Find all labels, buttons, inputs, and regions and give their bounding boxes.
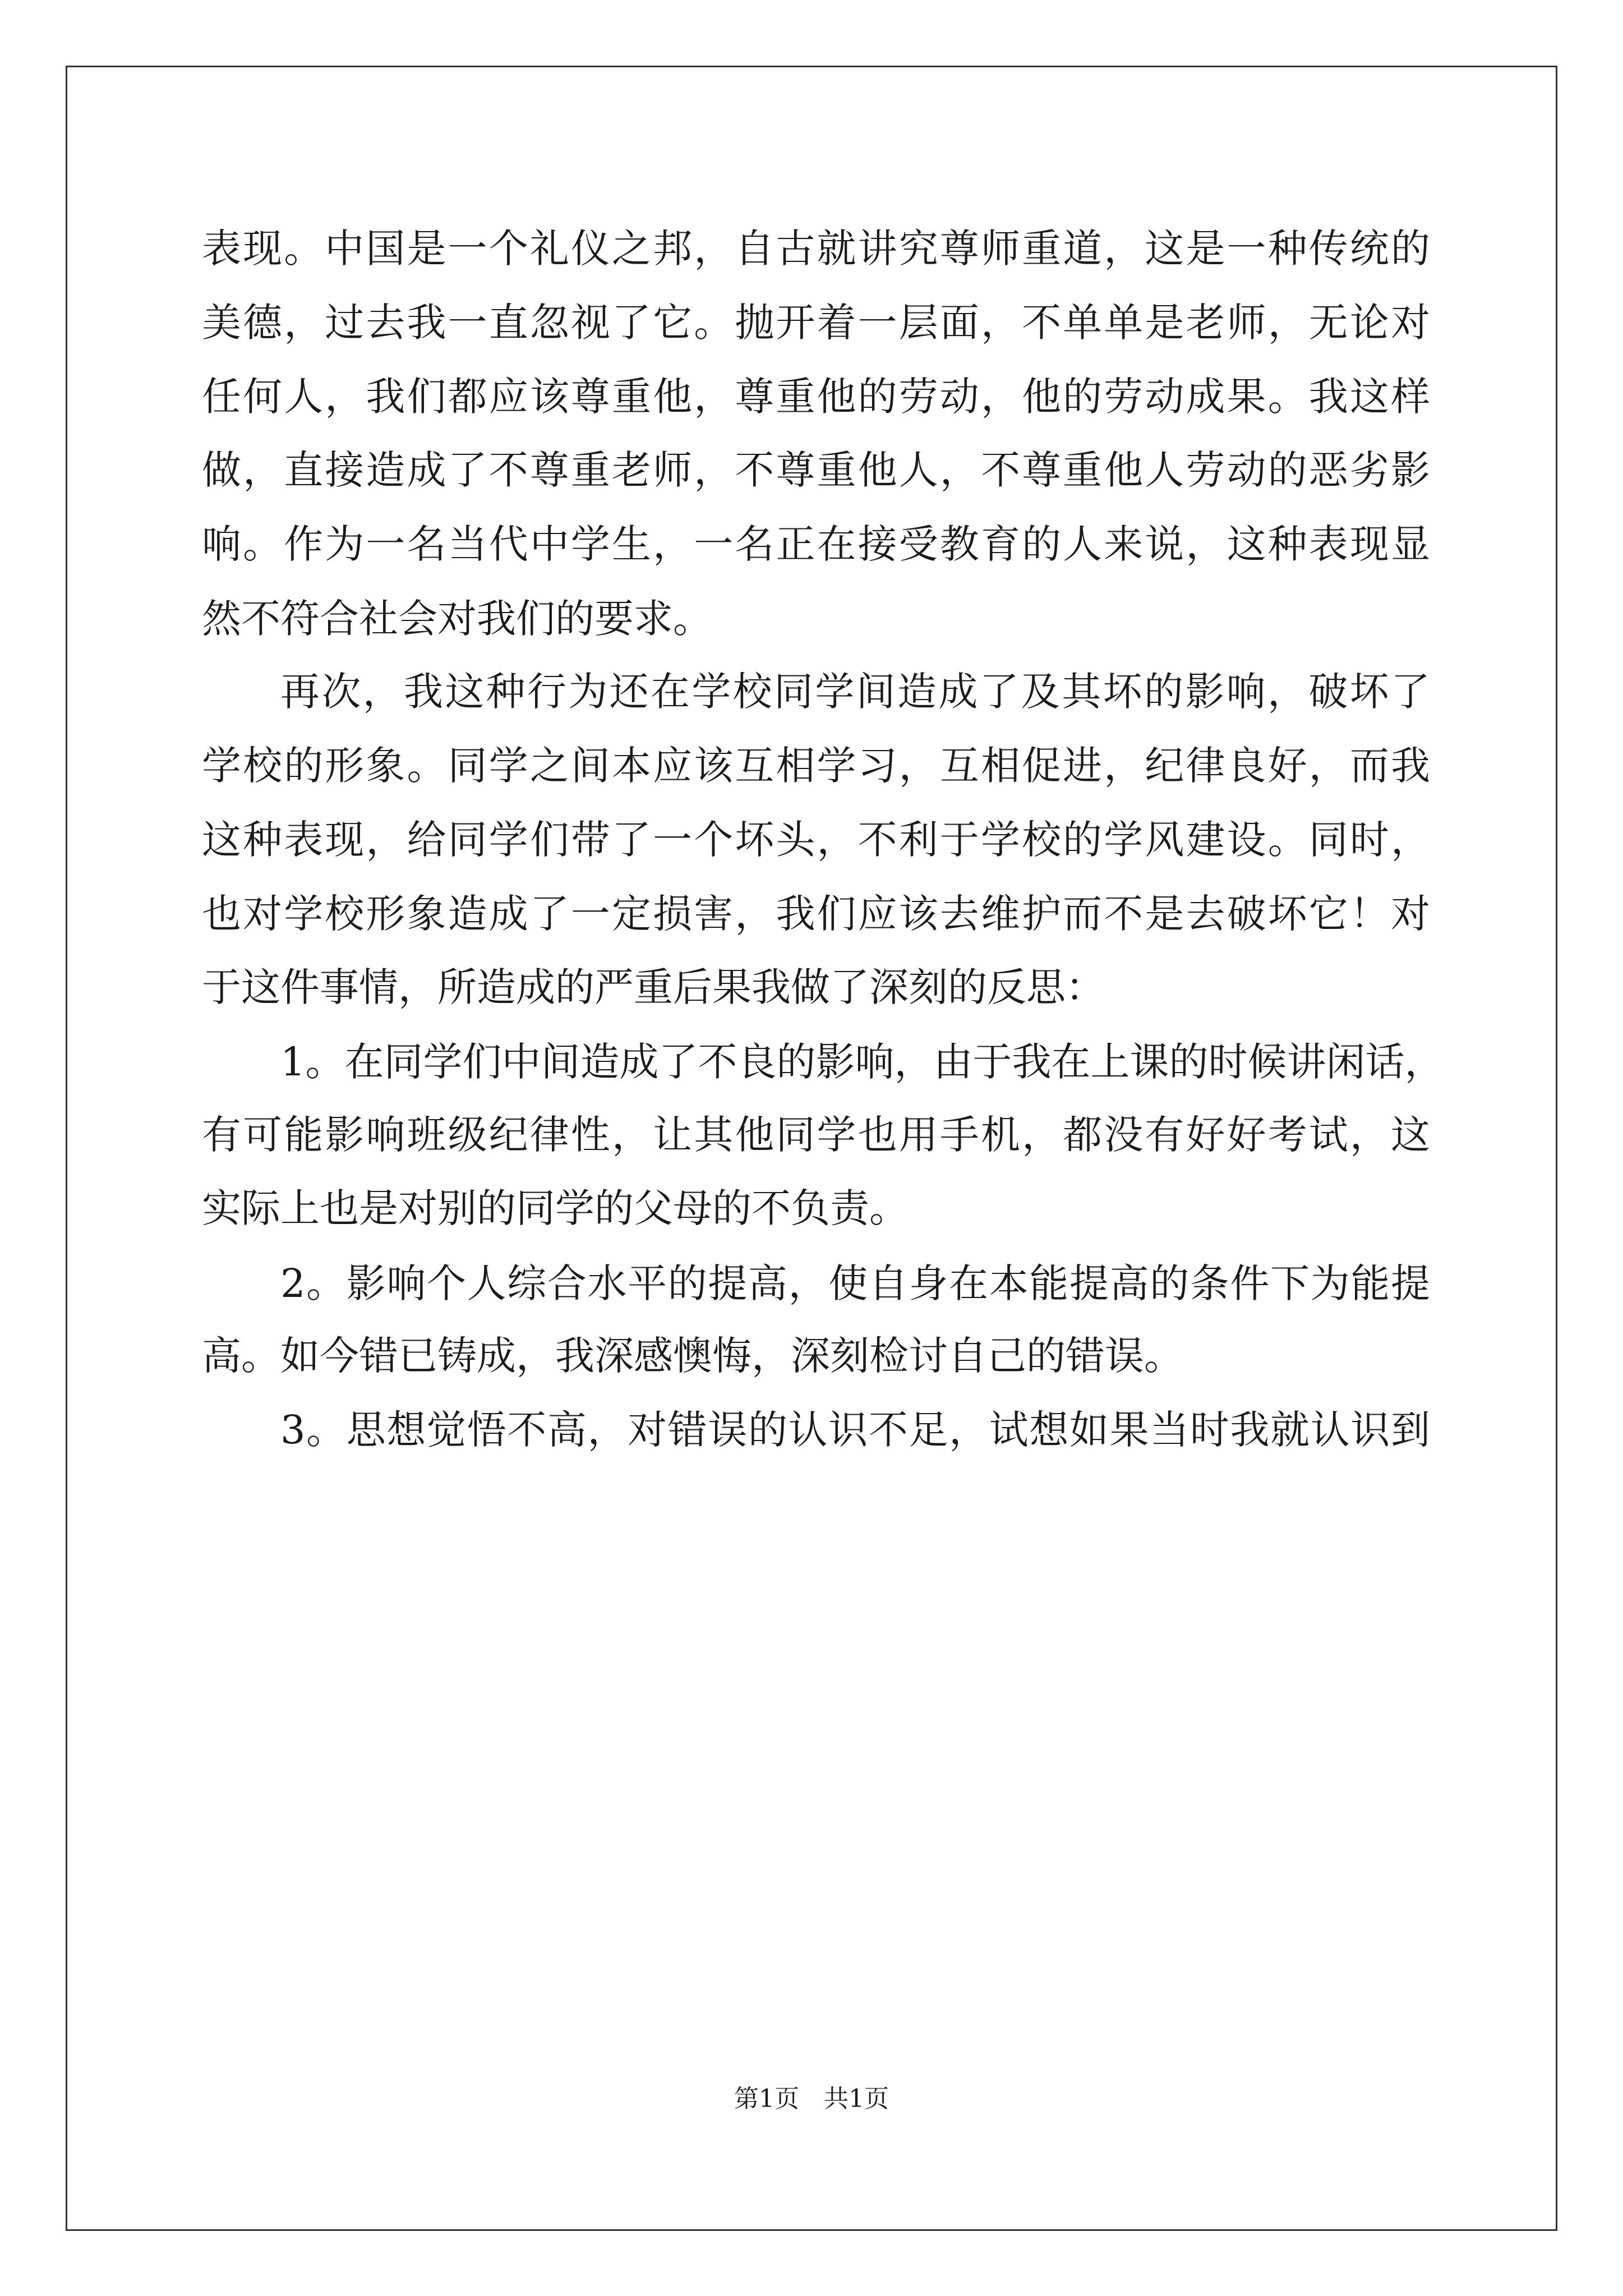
text-line: 任何人，我们都应该尊重他，尊重他的劳动，他的劳动成果。我这样 (202, 374, 1430, 420)
text-line: 学校的形象。同学之间本应该互相学习，互相促进，纪律良好，而我 (202, 743, 1430, 789)
text-line: 1。在同学们中间造成了不良的影响，由于我在上课的时候讲闲话， (280, 1039, 1444, 1085)
text-line: 有可能影响班级纪律性，让其他同学也用手机，都没有好好考试，这 (202, 1112, 1430, 1158)
text-line: 表现。中国是一个礼仪之邦，自古就讲究尊师重道，这是一种传统的 (202, 226, 1430, 272)
text-line: 3。思想觉悟不高，对错误的认识不足，试想如果当时我就认识到 (280, 1407, 1430, 1453)
text-line: 高。如今错已铸成，我深感懊悔，深刻检讨自己的错误。 (202, 1333, 1183, 1379)
text-line: 这种表现，给同学们带了一个坏头，不利于学校的学风建设。同时， (202, 817, 1430, 863)
text-line: 实际上也是对别的同学的父母的不负责。 (202, 1185, 909, 1231)
text-line: 于这件事情，所造成的严重后果我做了深刻的反思： (202, 964, 1105, 1010)
text-line: 2。影响个人综合水平的提高，使自身在本能提高的条件下为能提 (280, 1260, 1430, 1306)
text-line: 然不符合社会对我们的要求。 (202, 596, 712, 642)
text-line: 美德，过去我一直忽视了它。抛开着一层面，不单单是老师，无论对 (202, 300, 1430, 346)
text-line: 再次，我这种行为还在学校同学间造成了及其坏的影响，破坏了 (280, 669, 1430, 715)
text-line: 响。作为一名当代中学生，一名正在接受教育的人来说，这种表现显 (202, 521, 1430, 567)
text-line: 做，直接造成了不尊重老师，不尊重他人，不尊重他人劳动的恶劣影 (202, 447, 1430, 493)
page-footer: 第1页 共1页 (734, 2085, 889, 2113)
text-line: 也对学校形象造成了一定损害，我们应该去维护而不是去破坏它！对 (202, 891, 1430, 937)
